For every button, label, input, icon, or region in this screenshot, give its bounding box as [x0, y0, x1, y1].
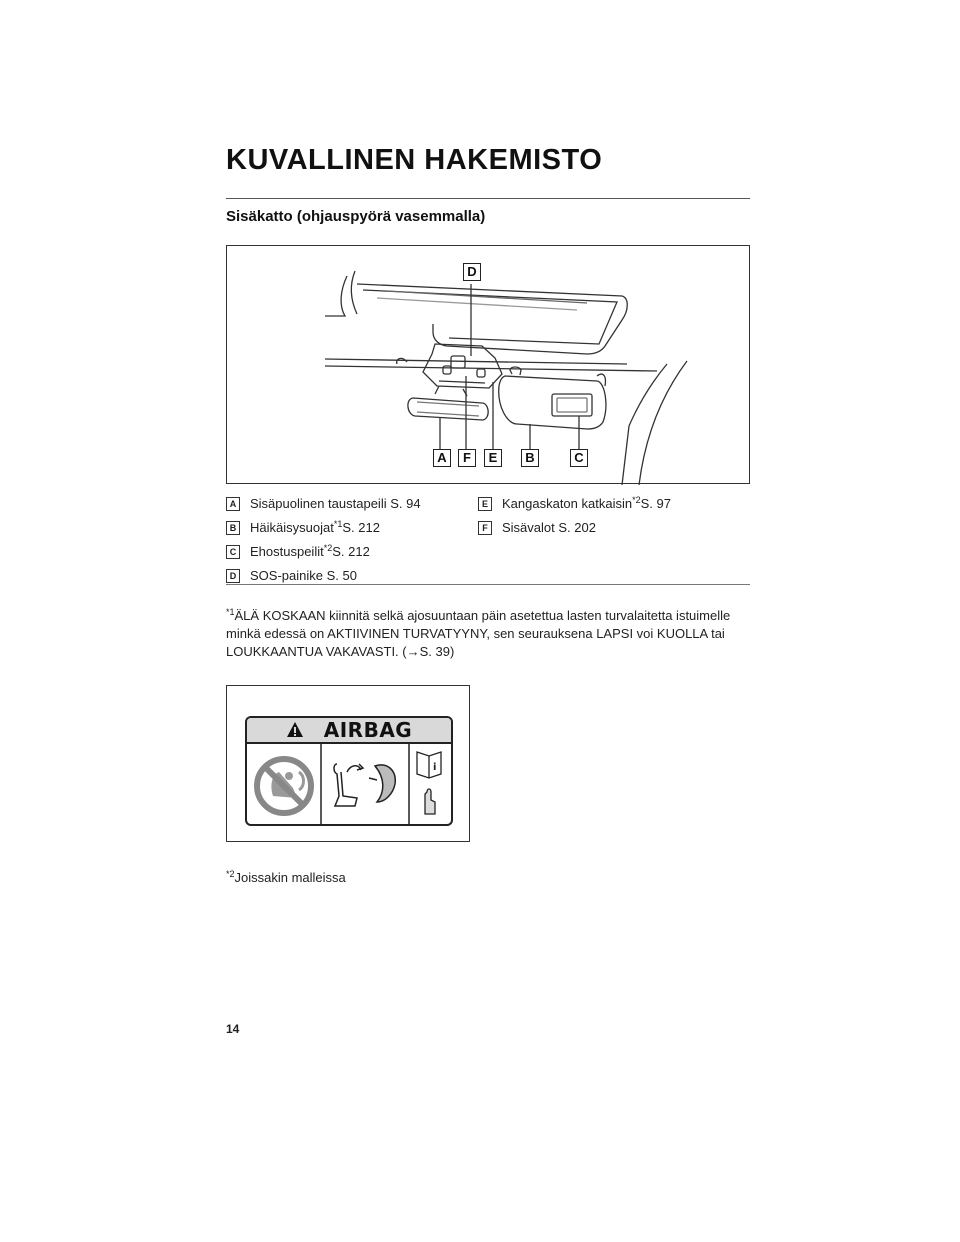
legend-key: F: [478, 521, 492, 535]
footnote-marker: *2: [323, 543, 333, 553]
footnote-marker: *2: [632, 495, 641, 505]
legend-item-b: [226, 520, 421, 544]
no-rear-facing-child-seat-icon: [257, 759, 311, 813]
footnote-marker: *1: [333, 519, 343, 529]
legend-item-a: [226, 496, 421, 520]
legend-key: D: [226, 569, 240, 583]
footnote-1-line-1: [226, 607, 750, 625]
footnote-2-text: Joissakin malleissa: [234, 870, 346, 885]
title-divider: [226, 198, 750, 199]
legend-page-ref: S. 97: [640, 496, 671, 511]
footnote-marker: *2: [226, 869, 235, 879]
airbag-label-body: [247, 744, 451, 826]
callout-a: A: [433, 449, 451, 467]
legend-text: Sisäpuolinen taustapeili S. 94: [250, 496, 421, 511]
legend-key: A: [226, 497, 240, 511]
legend-text: Kangaskaton katkaisin: [502, 496, 633, 511]
airbag-warning-label: [245, 716, 453, 826]
callout-d: D: [463, 263, 481, 281]
legend-right-column: [478, 496, 671, 544]
callout-f: F: [458, 449, 476, 467]
legend-item-d: [226, 568, 421, 592]
callout-c: C: [570, 449, 588, 467]
legend-item-f: [478, 520, 671, 544]
footnote-1-line-3: LOUKKAANTUA VAKAVASTI. (→S. 39): [226, 644, 455, 659]
legend-text: Ehostuspeilit: [250, 544, 324, 559]
callout-b: B: [521, 449, 539, 467]
legend-text: Häikäisysuojat: [250, 520, 334, 535]
callout-e: E: [484, 449, 502, 467]
legend-key: B: [226, 521, 240, 535]
page-title: KUVALLINEN HAKEMISTO: [226, 144, 603, 176]
interior-roof-illustration: [226, 245, 750, 484]
legend-text: Sisävalot S. 202: [502, 520, 596, 535]
legend-left-column: [226, 496, 421, 592]
svg-text:i: i: [433, 762, 437, 773]
legend-divider: [226, 584, 750, 585]
airbag-label-title: AIRBAG: [323, 718, 413, 742]
legend-page-ref: S. 212: [342, 520, 380, 535]
read-manual-icon: [417, 752, 441, 814]
footnote-1: [226, 607, 750, 661]
footnote-1-text: ÄLÄ KOSKAAN kiinnitä selkä ajosuuntaan päin asetettua lasten turvalaitetta istuimelle: [234, 608, 731, 623]
airbag-label-header: [247, 718, 451, 744]
page-number: 14: [226, 1022, 240, 1036]
footnote-2: [226, 870, 346, 885]
footnote-1-line-2: minkä edessä on AKTIIVINEN TURVATYYNY, sen seurauksena LAPSI voi KUOLLA tai: [226, 626, 725, 641]
footnote-marker: *1: [226, 607, 235, 617]
legend-page-ref: S. 212: [332, 544, 370, 559]
warning-triangle-icon: [286, 721, 304, 739]
legend-key: C: [226, 545, 240, 559]
legend-item-c: [226, 544, 421, 568]
airbag-warning-label-figure: [226, 685, 470, 842]
airbag-deploy-icon: [334, 764, 395, 806]
legend-item-e: [478, 496, 671, 520]
section-heading: Sisäkatto (ohjauspyörä vasemmalla): [226, 208, 486, 225]
legend-text: SOS-painike S. 50: [250, 568, 357, 583]
legend-key: E: [478, 497, 492, 511]
